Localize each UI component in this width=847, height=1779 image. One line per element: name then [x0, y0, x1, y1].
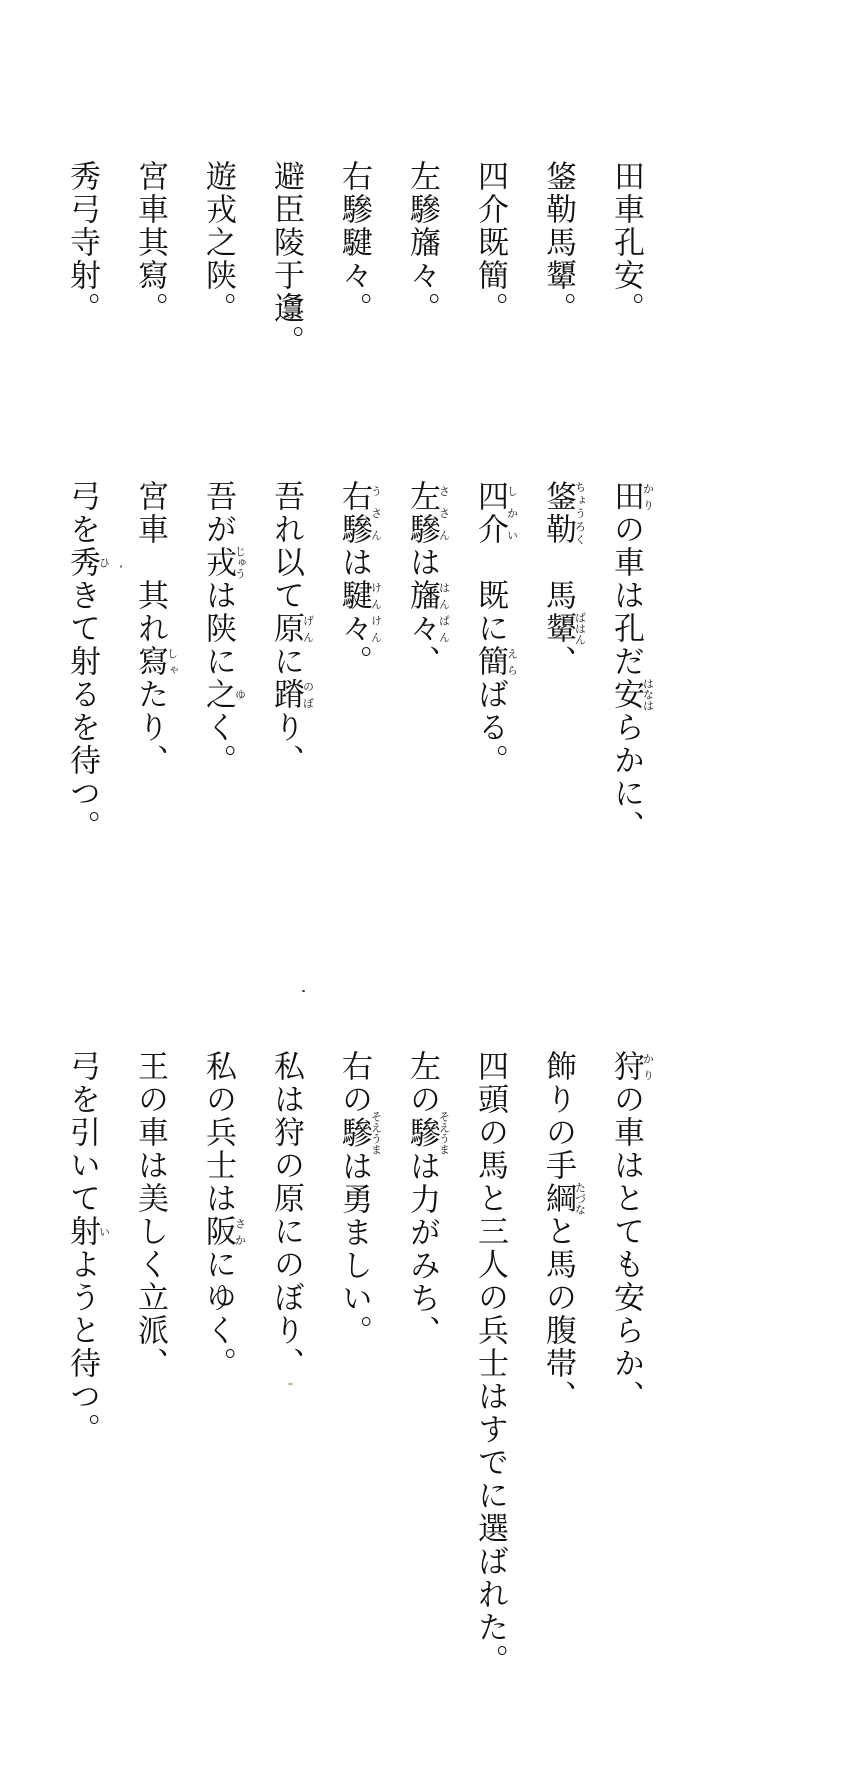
- furigana: ひ: [97, 546, 111, 579]
- line-text: ばる。: [472, 678, 508, 777]
- scan-speck: [302, 990, 305, 992]
- modern-line: [524, 1050, 592, 1610]
- modern-line: [48, 1050, 116, 1610]
- ruby-annotated-word: [540, 612, 587, 645]
- line-text: は勇ましい。: [336, 1150, 372, 1348]
- reading-line: [116, 480, 184, 860]
- line-text: きて射るを待つ。: [64, 579, 100, 843]
- scan-speck: [120, 565, 122, 568]
- ruby-annotated-word: [336, 1111, 383, 1155]
- original-poem-line: 秀弓寺射。: [64, 160, 100, 325]
- furigana: ゆ: [233, 678, 247, 711]
- line-text: ようと待つ。: [64, 1248, 100, 1446]
- ruby-annotated-word: [336, 579, 383, 645]
- line-text: り、: [268, 711, 304, 777]
- line-text: 四頭の馬と三人の兵士はすでに選ばれた。: [472, 1050, 508, 1677]
- ruby-base-text: 阪: [200, 1215, 236, 1248]
- modern-line: [592, 1050, 660, 1610]
- ruby-annotated-word: [404, 480, 451, 546]
- ruby-annotated-word: [336, 480, 383, 546]
- furigana: そえうま: [369, 1111, 383, 1155]
- ruby-annotated-word: [64, 546, 111, 579]
- line-text: 吾れ以て: [268, 480, 304, 612]
- furigana: うさん: [369, 480, 383, 546]
- ruby-base-text: 顰: [540, 612, 576, 645]
- original-poem-line: 四介既簡。: [472, 160, 508, 325]
- line-text: と馬の腹帯、: [540, 1215, 576, 1413]
- furigana: たづな: [573, 1182, 587, 1215]
- furigana: はなは: [641, 678, 655, 711]
- line-text: 、: [540, 645, 576, 678]
- ruby-base-text: 綱: [540, 1182, 576, 1215]
- ruby-annotated-word: [404, 579, 451, 645]
- line-text: たり、: [132, 678, 168, 777]
- furigana: げん: [301, 612, 315, 645]
- line-text: は陕に: [200, 579, 236, 678]
- original-poem-block: [48, 160, 660, 360]
- line-text: 、: [404, 645, 440, 678]
- line-text: 宮車 其れ: [132, 480, 168, 645]
- original-poem-line: 鋚勒馬顰。: [540, 160, 576, 325]
- line-text: 飾りの手: [540, 1050, 576, 1182]
- line-text: 吾が: [200, 480, 236, 546]
- ruby-base-text: 戎: [200, 546, 236, 579]
- ruby-annotated-word: [540, 1182, 587, 1215]
- modern-line: [320, 1050, 388, 1610]
- furigana: そえうま: [437, 1111, 451, 1155]
- reading-line: [456, 480, 524, 860]
- line-text: 私は狩の原にのぼり、: [268, 1050, 304, 1380]
- original-poem-line: 宮車其寫。: [132, 160, 168, 325]
- original-poem-line: 田車孔安。: [608, 160, 644, 325]
- ruby-annotated-word: [404, 1111, 451, 1155]
- reading-line: [524, 480, 592, 860]
- furigana: さか: [233, 1215, 247, 1248]
- ruby-base-text: 驂: [404, 1111, 440, 1155]
- ruby-annotated-word: [200, 1215, 247, 1248]
- furigana: ささん: [437, 480, 451, 546]
- reading-line: [320, 480, 388, 860]
- ruby-annotated-word: [608, 480, 655, 513]
- modern-line: [456, 1050, 524, 1677]
- ruby-base-text: 鋚勒: [540, 480, 576, 546]
- ruby-base-text: 左驂: [404, 480, 440, 546]
- ruby-annotated-word: [268, 612, 315, 645]
- furigana: かり: [641, 480, 655, 513]
- ruby-annotated-word: [132, 645, 179, 678]
- line-text: 右の: [336, 1050, 372, 1116]
- ruby-base-text: 田: [608, 480, 644, 513]
- ruby-base-text: 射: [64, 1215, 100, 1248]
- original-poem-line: 左驂旛々。: [404, 160, 440, 325]
- ruby-base-text: 右驂: [336, 480, 372, 546]
- ruby-annotated-word: [268, 678, 315, 711]
- reading-line: [592, 480, 660, 860]
- ruby-base-text: 秀: [64, 546, 100, 579]
- line-text: 。: [336, 645, 372, 678]
- ruby-base-text: 騝々: [336, 579, 372, 645]
- ruby-base-text: 之: [200, 678, 236, 711]
- modern-line: [184, 1050, 252, 1610]
- original-poem-line: 右驂騝々。: [336, 160, 372, 325]
- original-poem-line: 避臣陵于邍。: [268, 160, 304, 358]
- modern-translation-block: [48, 1050, 660, 1677]
- reading-line: [48, 480, 116, 860]
- modern-line: [116, 1050, 184, 1610]
- ruby-base-text: 寫: [132, 645, 168, 678]
- ruby-base-text: 旛々: [404, 579, 440, 645]
- ruby-base-text: 安: [608, 678, 644, 711]
- ruby-base-text: 蹐: [268, 678, 304, 711]
- line-text: は力がみち、: [404, 1150, 440, 1348]
- furigana: ちょうろく: [573, 480, 587, 546]
- ruby-annotated-word: [608, 1050, 655, 1083]
- line-text: 馬: [540, 546, 576, 612]
- modern-line: [388, 1050, 456, 1610]
- furigana: しかい: [505, 480, 519, 546]
- line-text: の車はとても安らか、: [608, 1083, 644, 1413]
- furigana: い: [97, 1215, 111, 1248]
- line-text: は: [336, 546, 372, 579]
- ruby-base-text: 簡: [472, 645, 508, 678]
- furigana: のぼ: [301, 678, 315, 711]
- ruby-base-text: 四介: [472, 480, 508, 546]
- modern-line: [252, 1050, 320, 1610]
- ruby-annotated-word: [608, 678, 655, 711]
- ruby-base-text: 狩: [608, 1050, 644, 1083]
- ruby-annotated-word: [472, 480, 519, 546]
- furigana: じゅう: [233, 546, 247, 579]
- reading-line: [252, 480, 320, 860]
- furigana: かり: [641, 1050, 655, 1083]
- line-text: く。: [200, 711, 236, 777]
- ruby-annotated-word: [64, 1215, 111, 1248]
- furigana: けんけん: [369, 579, 383, 645]
- ruby-annotated-word: [540, 480, 587, 546]
- reading-line: [184, 480, 252, 860]
- line-text: 既に: [472, 546, 508, 645]
- original-poem-line: 遊戎之陕。: [200, 160, 236, 325]
- ruby-annotated-word: [200, 546, 247, 579]
- ruby-base-text: 原: [268, 612, 304, 645]
- ruby-annotated-word: [472, 645, 519, 678]
- furigana: ばはん: [573, 612, 587, 645]
- line-text: は: [404, 546, 440, 579]
- line-text: に: [268, 645, 304, 678]
- line-text: 弓を引いて: [64, 1050, 100, 1215]
- ruby-annotated-word: [200, 678, 247, 711]
- line-text: 王の車は美しく立派、: [132, 1050, 168, 1380]
- furigana: はんぱん: [437, 579, 451, 645]
- line-text: にゆく。: [200, 1248, 236, 1380]
- furigana: えら: [505, 645, 519, 678]
- line-text: 弓を: [64, 480, 100, 546]
- ruby-base-text: 驂: [336, 1111, 372, 1155]
- kundoku-reading-block: [48, 480, 660, 860]
- line-text: 私の兵士は: [200, 1050, 236, 1215]
- scan-speck: [288, 1383, 293, 1385]
- line-text: 左の: [404, 1050, 440, 1116]
- line-text: らかに、: [608, 711, 644, 843]
- furigana: しゃ: [165, 645, 179, 678]
- line-text: の車は孔だ: [608, 513, 644, 678]
- reading-line: [388, 480, 456, 860]
